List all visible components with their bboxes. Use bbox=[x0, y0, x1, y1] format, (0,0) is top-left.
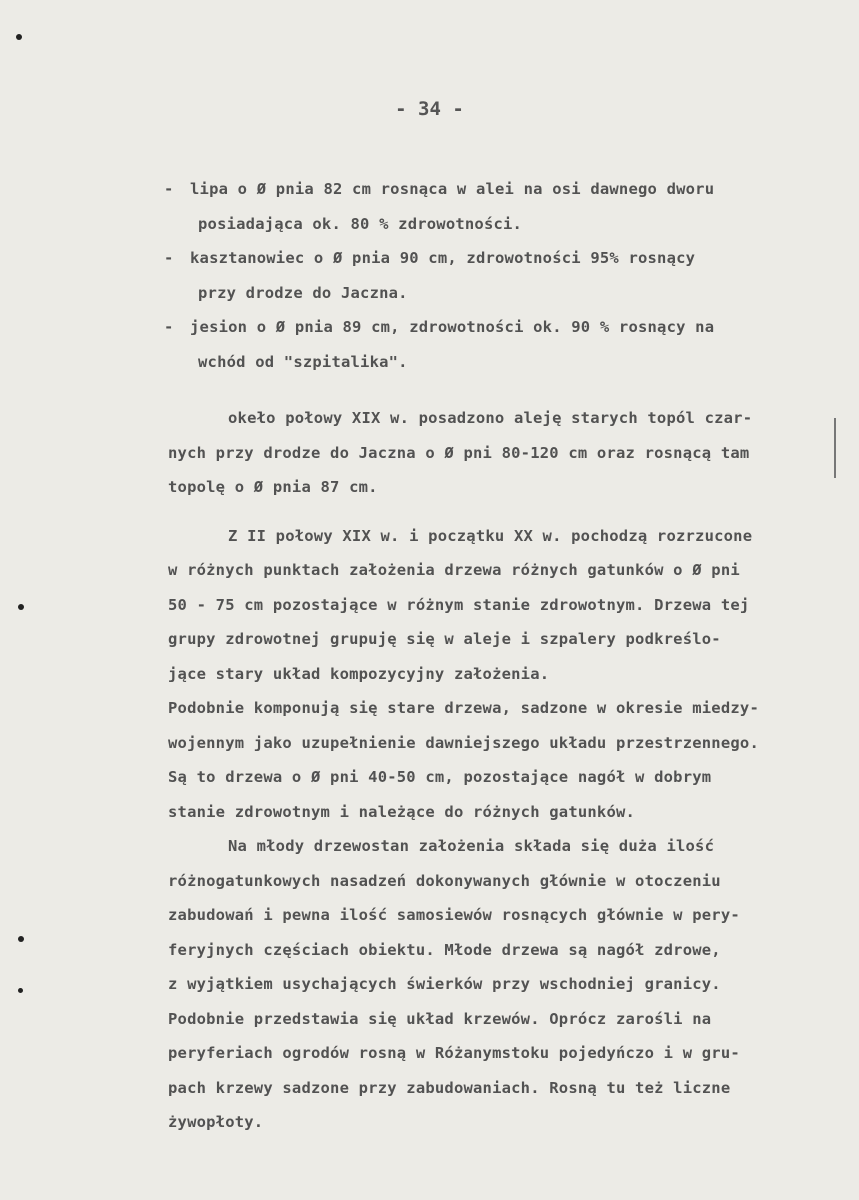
bullet-dash: - bbox=[164, 180, 174, 198]
paragraph-line: żywopłoty. bbox=[168, 1113, 264, 1131]
paragraph-line: zabudowań i pewna ilość samosiewów rosnących głównie w pery- bbox=[168, 906, 740, 924]
paragraph-line: w różnych punktach założenia drzewa różnych gatunków o Ø pni bbox=[168, 561, 740, 579]
paragraph-line: wojennym jako uzupełnienie dawniejszego układu przestrzennego. bbox=[168, 733, 759, 752]
paragraph-line: feryjnych częściach obiektu. Młode drzewa są nagół zdrowe, bbox=[168, 940, 721, 959]
paragraph-line: Z II połowy XIX w. i początku XX w. pochodzą rozrzucone bbox=[228, 526, 753, 545]
paragraph-line: grupy zdrowotnej grupuję się w aleje i szpalery podkreślo- bbox=[168, 630, 721, 648]
bullet-line: jesion o Ø pnia 89 cm, zdrowotności ok. 90 % rosnący na bbox=[190, 318, 715, 336]
margin-pen-mark bbox=[834, 418, 836, 478]
paragraph-line: okeło połowy XIX w. posadzono aleję starych topól czar- bbox=[228, 409, 753, 427]
bullet-dash: - bbox=[164, 318, 174, 336]
bullet-item-jesion bbox=[164, 310, 816, 379]
paragraph-line: Podobnie komponują się stare drzewa, sadzone w okresie miedzy- bbox=[168, 699, 759, 717]
binding-hole-mark bbox=[18, 936, 24, 942]
paragraph-line: stanie zdrowotnym i należące do różnych gatunków. bbox=[168, 802, 636, 821]
binding-hole-mark bbox=[18, 988, 23, 993]
binding-hole-mark bbox=[18, 604, 24, 610]
document-body bbox=[164, 172, 816, 1140]
bullet-item-lipa bbox=[164, 172, 816, 241]
binding-hole-mark bbox=[16, 34, 22, 40]
paragraph-line: peryferiach ogrodów rosną w Różanymstoku pojedyńczo i w gru- bbox=[168, 1044, 740, 1062]
bullet-line: wchód od "szpitalika". bbox=[198, 352, 408, 371]
paragraph-line: Są to drzewa o Ø pni 40-50 cm, pozostające nagół w dobrym bbox=[168, 768, 712, 786]
paragraph-line: 50 - 75 cm pozostające w różnym stanie zdrowotnym. Drzewa tej bbox=[168, 595, 750, 614]
paragraph-mlody-drzewostan bbox=[168, 829, 816, 1140]
paragraph-line: z wyjątkiem usychających świerków przy wschodniej granicy. bbox=[168, 975, 721, 993]
bullet-line: kasztanowiec o Ø pnia 90 cm, zdrowotności 95% rosnący bbox=[190, 249, 696, 267]
bullet-line: posiadająca ok. 80 % zdrowotności. bbox=[198, 214, 523, 233]
paragraph-line: Na młody drzewostan założenia składa się duża ilość bbox=[228, 837, 715, 855]
bullet-dash: - bbox=[164, 249, 174, 267]
paragraph-line: różnogatunkowych nasadzeń dokonywanych głównie w otoczeniu bbox=[168, 871, 721, 890]
bullet-line: lipa o Ø pnia 82 cm rosnąca w alei na osi dawnego dworu bbox=[190, 180, 715, 198]
paragraph-line: topolę o Ø pnia 87 cm. bbox=[168, 478, 378, 496]
paragraph-topole bbox=[168, 401, 816, 505]
paragraph-line: jące stary układ kompozycyjny założenia. bbox=[168, 664, 550, 683]
paragraph-line: Podobnie przedstawia się układ krzewów. Oprócz zarośli na bbox=[168, 1009, 712, 1028]
paragraph-line: nych przy drodze do Jaczna o Ø pni 80-120 cm oraz rosnącą tam bbox=[168, 443, 750, 462]
paragraph-line: pach krzewy sadzone przy zabudowaniach. Rosną tu też liczne bbox=[168, 1078, 731, 1097]
page-number: - 34 - bbox=[395, 98, 464, 120]
bullet-line: przy drodze do Jaczna. bbox=[198, 283, 408, 302]
paragraph-drzewa-xix bbox=[168, 519, 816, 830]
bullet-item-kasztanowiec bbox=[164, 241, 816, 310]
